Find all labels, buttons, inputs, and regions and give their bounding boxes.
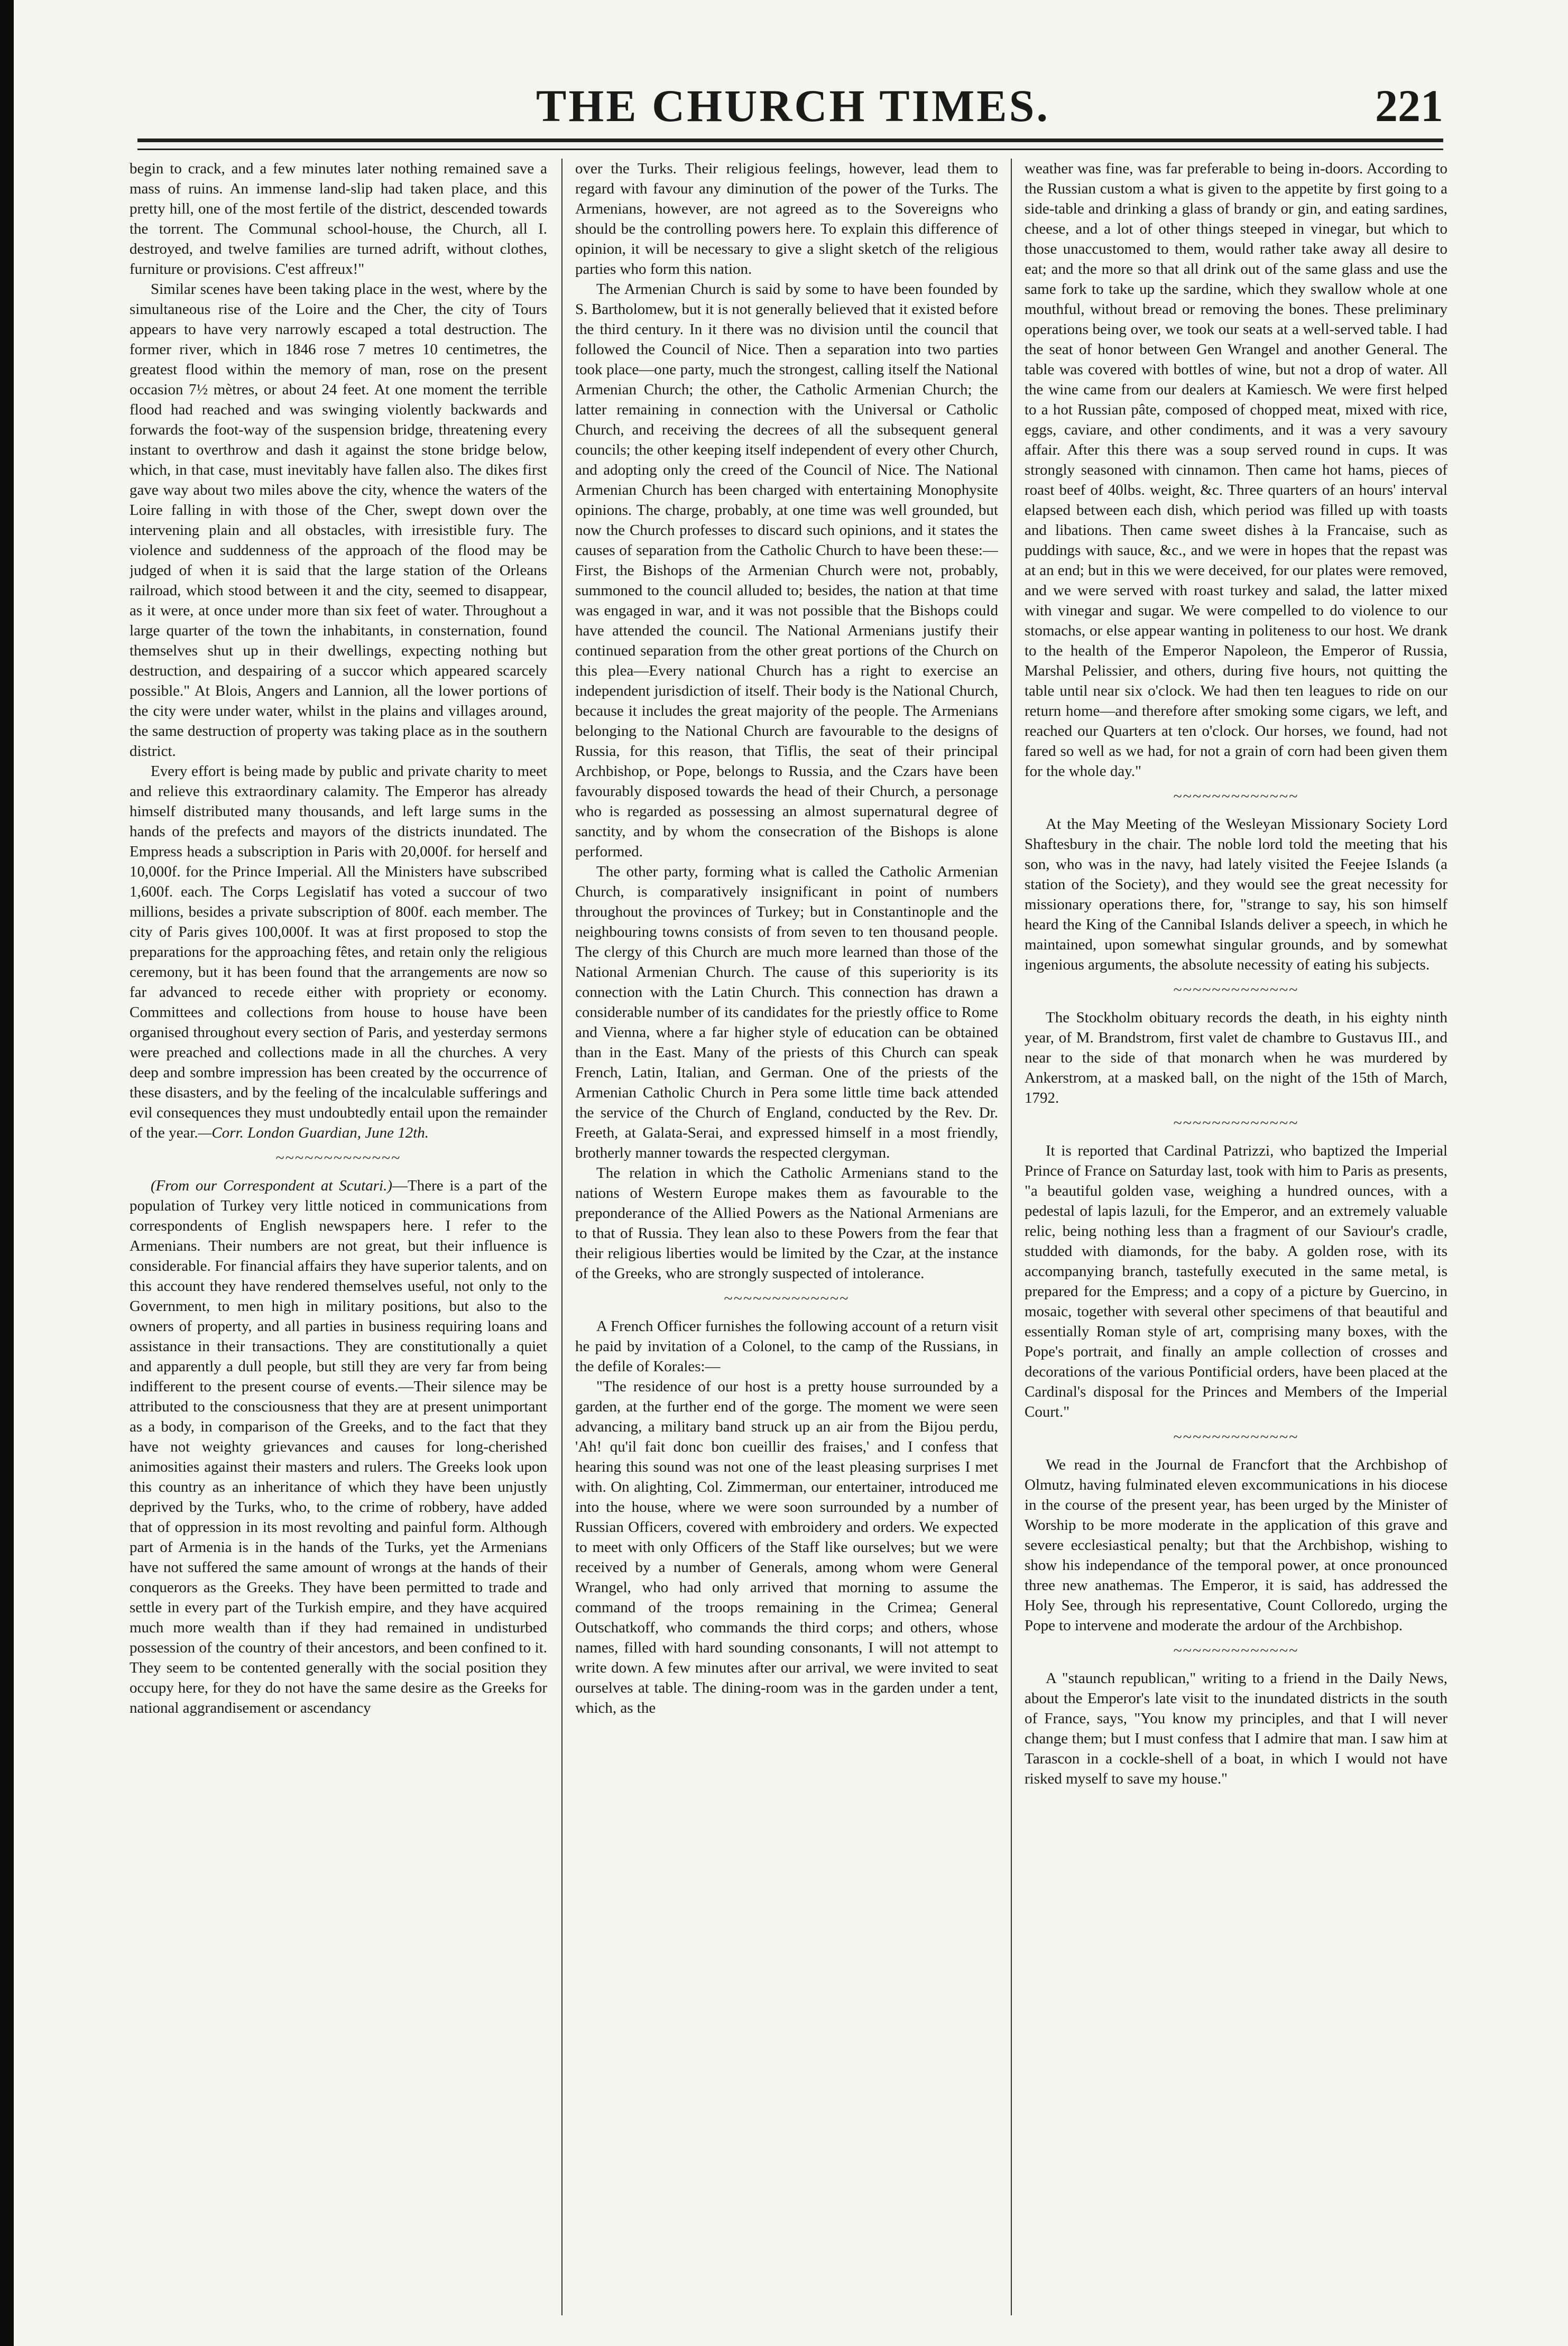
article-paragraph: over the Turks. Their religious feelings, however, lead them to regard with favour any diminution of the power of the Turks. The Armenians, however, are not agreed as to the Sovereigns who should be the controlling powers here. To explain this difference of opinion, it will be necessary to give a slight sketch of the religious parties who form this nation. xyxy=(575,160,998,278)
article-paragraph: "The residence of our host is a pretty house surrounded by a garden, at the further end of the gorge. The moment we were seen advancing, a military band struck up an air from the Bijou perdu, 'Ah! qu'il fait donc bon cueillir des fraises,' and I confess that hearing this sound was not one of the least pleasing surprises I met with. On alighting, Col. Zimmerman, our entertainer, introduced me into the house, where we were soon surrounded by a number of Russian Officers, covered with embroidery and orders. We expected to meet with only Officers of the Staff like ourselves; but we were received by a number of Generals, among whom were General Wrangel, who had only arrived that morning to assume the command of the troops remaining in the Crimea; General Outschatkoff, who commands the third corps; and others, whose names, filled with hard sounding consonants, I will not attempt to write down. A few minutes after our arrival, we were invited to seat ourselves at table. The dining-room was in the garden under a tent, which, as the xyxy=(575,1378,998,1716)
article-paragraph: Every effort is being made by public and private charity to meet and relieve this extraordinary calamity. The Emperor has already himself distributed many thousands, and left large sums in the hands of the prefects and mayors of the districts inundated. The Empress heads a subscription in Paris with 20,000f. for herself and 10,000f. for the Prince Imperial. All the Ministers have subscribed 1,600f. each. The Corps Legislatif has voted a succour of two millions, besides a private subscription of 800f. each member. The city of Paris gives 100,000f. It was at first proposed to stop the preparations for the approaching fêtes, and retain only the religious ceremony, but it has been found that the arrangements are now so far advanced to recede either with propriety or economy. Committees and collections from house to house have been organised throughout every section of Paris, and yesterday sermons were preached and collections made in all the churches. A very deep and sombre impression has been created by the occurrence of these disasters, and by the feeling of the incalculable sufferings and evil consequences they must undoubtedly entail upon the remainder of the year.—Corr. London Guardian, June 12th. xyxy=(130,763,547,1141)
article-lead: (From our Correspondent at Scutari.) xyxy=(151,1177,393,1194)
page-header xyxy=(143,79,1443,137)
article-paragraph: weather was fine, was far preferable to being in-doors. According to the Russian custom a what is given to the appetite by first going to a side-table and drinking a glass of brandy or gin, and eating sardines, cheese, and a lot of other things steeped in vinegar, but which to those unaccustomed to them, would rather take away all desire to eat; and the more so that all drink out of the same glass and use the same fork to take up the sardine, which they swallow whole at one mouthful, without bread or removing the bones. These preliminary operations being over, we took our seats at a well-served table. I had the seat of honor between Gen Wrangel and another General. The table was covered with bottles of wine, but not a drop of water. All the wine came from our dealers at Kamiesch. We were first helped to a hot Russian pâte, composed of chopped meat, mixed with rice, eggs, caviare, and other condiments, and it was a very savoury affair. After this there was a soup served round in cups. It was strongly seasoned with cinnamon. Then came hot hams, pieces of roast beef of 40lbs. weight, &c. Three quarters of an hours' interval elapsed between each dish, which period was filled up with toasts and libations. Then came sweet dishes à la Francaise, such as puddings with sauce, &c., and we were in hopes that the repast was at an end; but in this we were deceived, for our plates were removed, and we were served with roast turkey and salad, the latter mixed with vinegar and sugar. We were compelled to do violence to our stomachs, or else appear wanting in politeness to our host. We drank to the health of the Emperor Napoleon, the Emperor of Russia, Marshal Pelissier, and others, during five hours, not quitting the table until near six o'clock. We had then ten leagues to ride on our return home—and therefore after smoking some cigars, we left, and reached our Quarters at ten o'clock. Our horses, we found, had not fared so well as we had, for not a grain of corn had been given them for the whole day." xyxy=(1025,160,1447,780)
article-separator: ~~~~~~~~~~~~~ xyxy=(724,1290,850,1307)
column-3 xyxy=(1025,159,1447,2315)
article-paragraph: We read in the Journal de Francfort that the Archbishop of Olmutz, having fulminated eleven excommunications in his diocese in the course of the present year, has been urged by the Minister of Worship to be more moderate in the application of this grave and severe ecclesiastical penalty; but that the Archbishop, wishing to show his independance of the temporal power, at once pronounced three new anathemas. The Emperor, it is said, has addressed the Holy See, through his representative, Count Colloredo, urging the Pope to intervene and moderate the ardour of the Archbishop. xyxy=(1025,1456,1447,1634)
article-separator: ~~~~~~~~~~~~~ xyxy=(1173,788,1299,805)
article-separator: ~~~~~~~~~~~~~ xyxy=(1173,1428,1299,1446)
header-rule xyxy=(137,138,1443,150)
article-separator: ~~~~~~~~~~~~~ xyxy=(1173,1642,1299,1659)
article-paragraph: It is reported that Cardinal Patrizzi, who baptized the Imperial Prince of France on Saturday last, took with him to Paris as presents, "a beautiful golden vase, weighing a hundred ounces, with a pedestal of lapis lazuli, for the Emperor, and an extremely valuable relic, being nothing less than a fragment of our Saviour's cradle, studded with diamonds, for the baby. A golden rose, with its accompanying branch, tastefully executed in the same metal, is prepared for the Empress; and a copy of a picture by Guercino, in mosaic, together with several other specimens of that beautiful and essentially Roman style of art, comprising many boxes, with the Pope's portrait, and finally an ample collection of crosses and decorations of the various Pontificial orders, have been placed at the Cardinal's disposal for the Princes and Members of the Imperial Court." xyxy=(1025,1142,1447,1420)
column-1 xyxy=(130,159,547,2315)
page-number: 221 xyxy=(1375,80,1443,131)
article-paragraph: At the May Meeting of the Wesleyan Missionary Society Lord Shaftesbury in the chair. The noble lord told the meeting that his son, who was in the navy, had lately visited the Feejee Islands (a station of the Society), and they would see the great necessity for missionary operations there, for, "strange to say, his son himself heard the King of the Cannibal Islands deliver a speech, in which he maintained, upon somewhat singular grounds, and by somewhat ingenious arguments, the absolute necessity of eating his subjects. xyxy=(1025,816,1447,973)
article-paragraph: (From our Correspondent at Scutari.)—There is a part of the population of Turkey very little noticed in communications from correspondents of English newspapers here. I refer to the Armenians. Their numbers are not great, but their influence is considerable. For financial affairs they have superior talents, and on this account they have rendered themselves useful, not only to the Government, to men high in military positions, but also to the owners of property, and all parties in business requiring loans and assistance in their transactions. They are constitutionally a quiet and apparently a dull people, but still they are very far from being indifferent to the present course of events.—Their silence may be attributed to the consciousness that they are at present unimportant as a body, in comparison of the Greeks, and to the fact that they have not weighty grievances and causes for long-cherished animosities against their masters and rulers. The Greeks look upon this country as an inheritance of which they have been unjustly deprived by the Turks, who, to the crime of robbery, have added that of oppression in its most revolting and painful form. Although part of Armenia is in the hands of the Turks, yet the Armenians have not suffered the same amount of wrongs at the hands of their conquerors as the Greeks. They have been permitted to trade and settle in every part of the Turkish empire, and they have acquired much more wealth than if they had remained in undisturbed possession of the country of their ancestors, and been confined to it. They seem to be contented generally with the social position they occupy here, for they do not have the same desire as the Greeks for national aggrandisement or ascendancy xyxy=(130,1177,547,1716)
article-signature: —Corr. London Guardian, June 12th. xyxy=(198,1124,429,1141)
article-paragraph: A French Officer furnishes the following account of a return visit he paid by invitation of a Colonel, to the camp of the Russians, in the defile of Korales:— xyxy=(575,1318,998,1375)
article-paragraph: The Armenian Church is said by some to have been founded by S. Bartholomew, but it is not generally believed that it existed before the third century. In it there was no division until the council that followed the Council of Nice. Then a separation into two parties took place—one party, much the strongest, calling itself the National Armenian Church; the other, the Catholic Armenian Church; the latter remaining in connection with the Universal or Catholic Church, and receiving the decrees of all the subsequent general councils; the other keeping itself independent of every other Church, and adopting only the creed of the Council of Nice. The National Armenian Church has been charged with entertaining Monophysite opinions. The charge, probably, at one time was well grounded, but now the Church professes to discard such opinions, and it states the causes of separation from the Catholic Church to have been these:—First, the Bishops of the Armenian Church were not, probably, summoned to the council alluded to; besides, the nation at that time was engaged in war, and it was not possible that the Bishops could have attended the council. The National Armenians justify their continued separation from the other great portions of the Church on this plea—Every national Church has a right to exercise an independent jurisdiction of itself. Their body is the National Church, because it includes the great majority of the people. The Armenians belonging to the National Church are favourable to the designs of Russia, for this reason, that Tiflis, the seat of their principal Archbishop, or Pope, belongs to Russia, and the Czars have been favourably disposed towards the head of their Church, a personage who is regarded as possessing an almost supernatural degree of sanctity, and by whom the consecration of the Bishops is alone performed. xyxy=(575,281,998,860)
page-edge-shadow xyxy=(0,0,14,2346)
column-2 xyxy=(575,159,998,2315)
column-rule-2 xyxy=(1011,159,1012,2315)
column-rule-1 xyxy=(561,159,562,2315)
article-paragraph: A "staunch republican," writing to a friend in the Daily News, about the Emperor's late visit to the inundated districts in the south of France, says, "You know my principles, and that I will never change them; but I must confess that I admire that man. I saw him at Tarascon in a cockle-shell of a boat, in which I would not have risked myself to save my house." xyxy=(1025,1670,1447,1787)
newspaper-title: THE CHURCH TIMES. xyxy=(536,80,1050,131)
article-separator: ~~~~~~~~~~~~~ xyxy=(275,1149,401,1167)
article-paragraph: Similar scenes have been taking place in the west, where by the simultaneous rise of the Loire and the Cher, the city of Tours appears to have very narrowly escaped a total destruction. The former river, which in 1846 rose 7 metres 10 centimetres, the greatest flood within the memory of man, rose on the present occasion 7½ mètres, or about 24 feet. At one moment the terrible flood had reached and was swinging violently backwards and forwards the foot-way of the suspension bridge, threatening every instant to overthrow and dash it against the stone bridge below, which, in that case, must inevitably have fallen also. The dikes first gave way about two miles above the city, whence the waters of the Loire falling in with those of the Cher, swept down over the intervening plain and all obstacles, with irresistible fury. The violence and suddenness of the approach of the flood may be judged of when it is said that the large station of the Orleans railroad, which stood between it and the city, seemed to disappear, as it were, at once under more than six feet of water. Throughout a large quarter of the town the inhabitants, in consternation, found themselves shut up in their dwellings, expecting nothing but destruction, and despairing of a succor which appeared scarcely possible." At Blois, Angers and Lannion, all the lower portions of the city were under water, whilst in the plains and villages around, the same destruction of property was taking place as in the southern district. xyxy=(130,281,547,760)
article-paragraph: The Stockholm obituary records the death, in his eighty ninth year, of M. Brandstrom, first valet de chambre to Gustavus III., and near to the side of that monarch when he was murdered by Ankerstrom, at a masked ball, on the night of the 15th of March, 1792. xyxy=(1025,1009,1447,1106)
article-paragraph: begin to crack, and a few minutes later nothing remained save a mass of ruins. An immense land-slip had taken place, and this pretty hill, one of the most fertile of the district, descended towards the torrent. The Communal school-house, the Church, all I. destroyed, and twelve families are turned adrift, without clothes, furniture or provisions. C'est affreux!" xyxy=(130,160,547,278)
article-paragraph: The relation in which the Catholic Armenians stand to the nations of Western Europe makes them as favourable to the preponderance of the Allied Powers as the National Armenians are to that of Russia. They lean also to these Powers from the fear that their religious liberties would be limited by the Czar, at the instance of the Greeks, who are strongly suspected of intolerance. xyxy=(575,1165,998,1282)
article-separator: ~~~~~~~~~~~~~ xyxy=(1173,1114,1299,1132)
article-paragraph: The other party, forming what is called the Catholic Armenian Church, is comparatively insignificant in point of numbers throughout the provinces of Turkey; but in Constantinople and the neighbouring towns consists of from seven to ten thousand people. The clergy of this Church are much more learned than those of the National Armenian Church. The cause of this superiority is its connection with the Latin Church. This connection has drawn a considerable number of its candidates for the priestly office to Rome and Vienna, where a far higher style of education can be obtained than in the East. Many of the priests of this Church can speak French, Latin, Italian, and German. One of the priests of the Armenian Catholic Church in Pera some little time back attended the service of the Church of England, conducted by the Rev. Dr. Freeth, at Galata-Serai, and expressed himself in a most friendly, brotherly manner towards the respected clergyman. xyxy=(575,863,998,1161)
article-separator: ~~~~~~~~~~~~~ xyxy=(1173,981,1299,999)
